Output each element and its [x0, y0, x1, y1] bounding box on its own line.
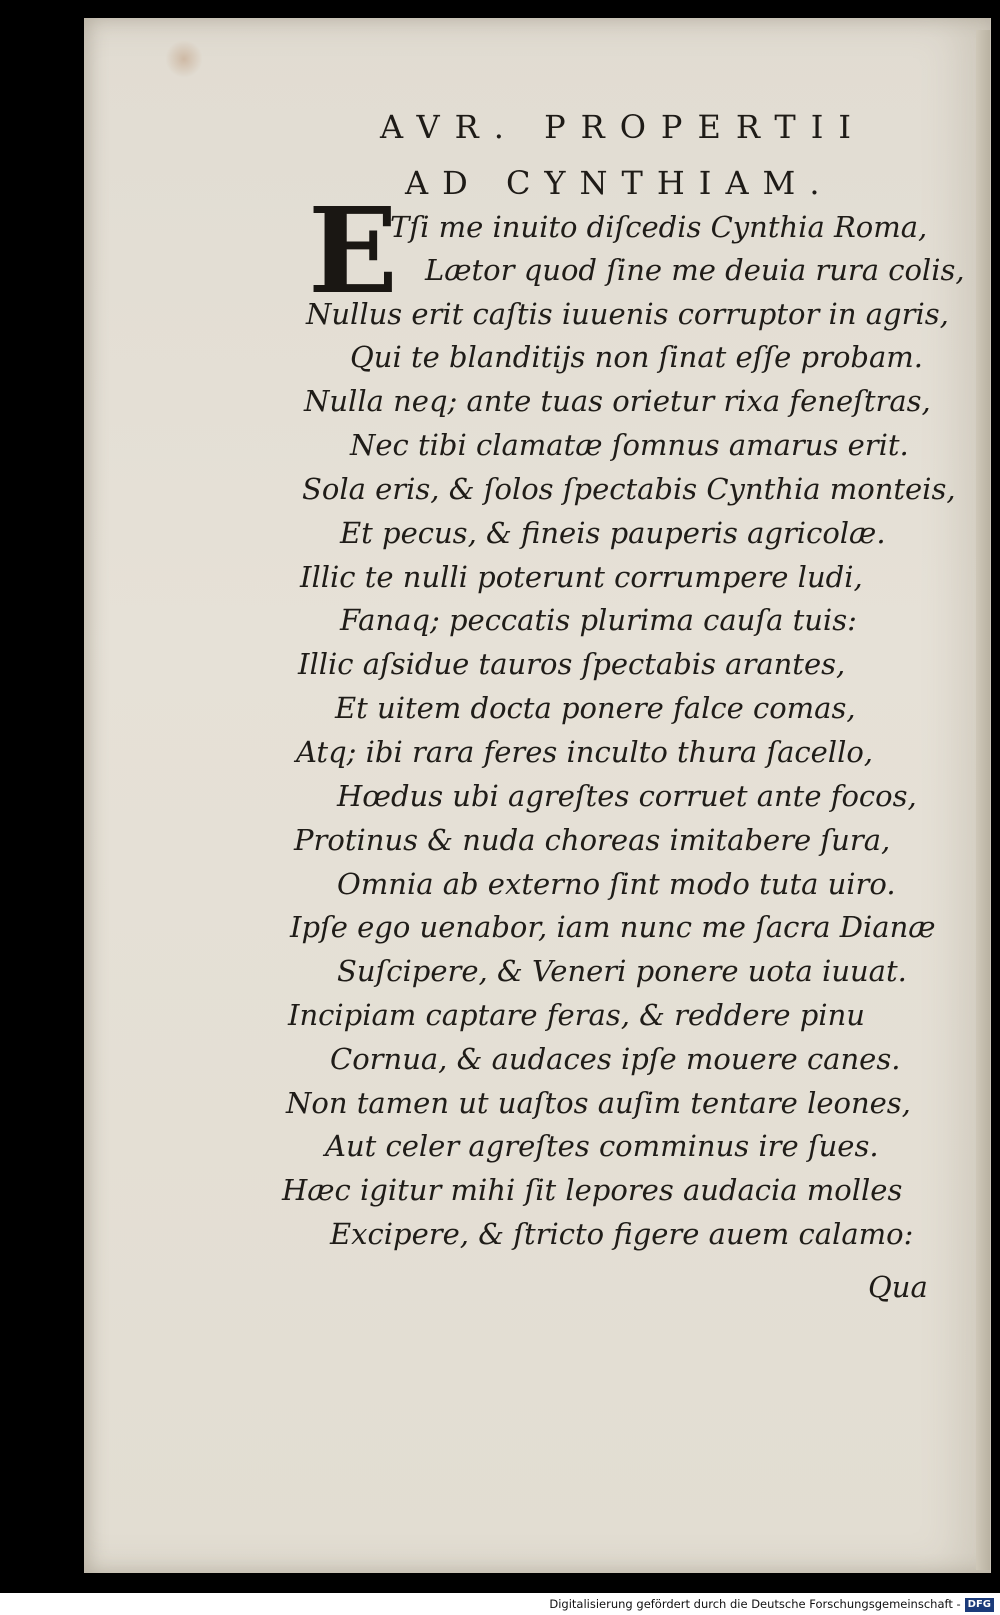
verse-line: Nec tibi clamatæ ſomnus amarus erit. [350, 428, 909, 462]
verse-line: Atq; ibi rara feres inculto thura ſacello, [296, 735, 874, 769]
running-head: AVR. PROPERTII [380, 108, 866, 146]
drop-cap: E [308, 181, 398, 320]
catchword: Qua [868, 1270, 928, 1304]
verse-line: Incipiam captare feras, & reddere pinu [288, 998, 865, 1032]
verse-line: Suſcipere, & Veneri ponere uota iuuat. [337, 954, 907, 988]
verse-line: Non tamen ut uaſtos auſim tentare leones, [286, 1086, 911, 1120]
verse-line: Aut celer agreſtes comminus ire ſues. [325, 1129, 879, 1163]
verse-line: Sola eris, & ſolos ſpectabis Cynthia monteis, [302, 472, 956, 506]
dfg-logo-icon[interactable]: DFG [965, 1598, 994, 1612]
verse-line: Illic te nulli poterunt corrumpere ludi, [300, 560, 863, 594]
verse-line: Excipere, & ſtricto figere auem calamo: [330, 1217, 914, 1251]
verse-line: Lætor quod ſine me deuia rura colis, [425, 253, 965, 287]
verse-line: Fanaq; peccatis plurima cauſa tuis: [340, 603, 857, 637]
digitization-credit-text: Digitalisierung gefördert durch die Deutsche Forschungsgemeinschaft - [549, 1597, 961, 1611]
page-edge [976, 30, 990, 1570]
foxing-stain [165, 40, 203, 78]
verse-line: Tſi me inuito diſcedis Cynthia Roma, [390, 210, 928, 244]
verse-line: Omnia ab externo ſint modo tuta uiro. [337, 867, 896, 901]
verse-line: Hœdus ubi agreſtes corruet ante focos, [337, 779, 917, 813]
verse-line: Illic aſsidue tauros ſpectabis arantes, [298, 647, 846, 681]
verse-line: Nullus erit caſtis iuuenis corruptor in agris, [306, 297, 949, 331]
verse-line: Cornua, & audaces ipſe mouere canes. [330, 1042, 901, 1076]
verse-line: Qui te blanditijs non ſinat eſſe probam. [350, 340, 923, 374]
verse-line: Et pecus, & fineis pauperis agricolæ. [340, 516, 886, 550]
verse-line: Protinus & nuda choreas imitabere ſura, [294, 823, 891, 857]
verse-line: Nulla neq; ante tuas orietur rixa feneſtras, [304, 384, 931, 418]
verse-line: Ipſe ego uenabor, iam nunc me ſacra Dianæ [290, 910, 936, 944]
verse-line: Et uitem docta ponere falce comas, [335, 691, 856, 725]
poem-title: AD CYNTHIAM. [405, 164, 834, 202]
verse-line: Hæc igitur mihi ſit lepores audacia molles [282, 1173, 903, 1207]
digitization-credit-bar [0, 1593, 1000, 1615]
